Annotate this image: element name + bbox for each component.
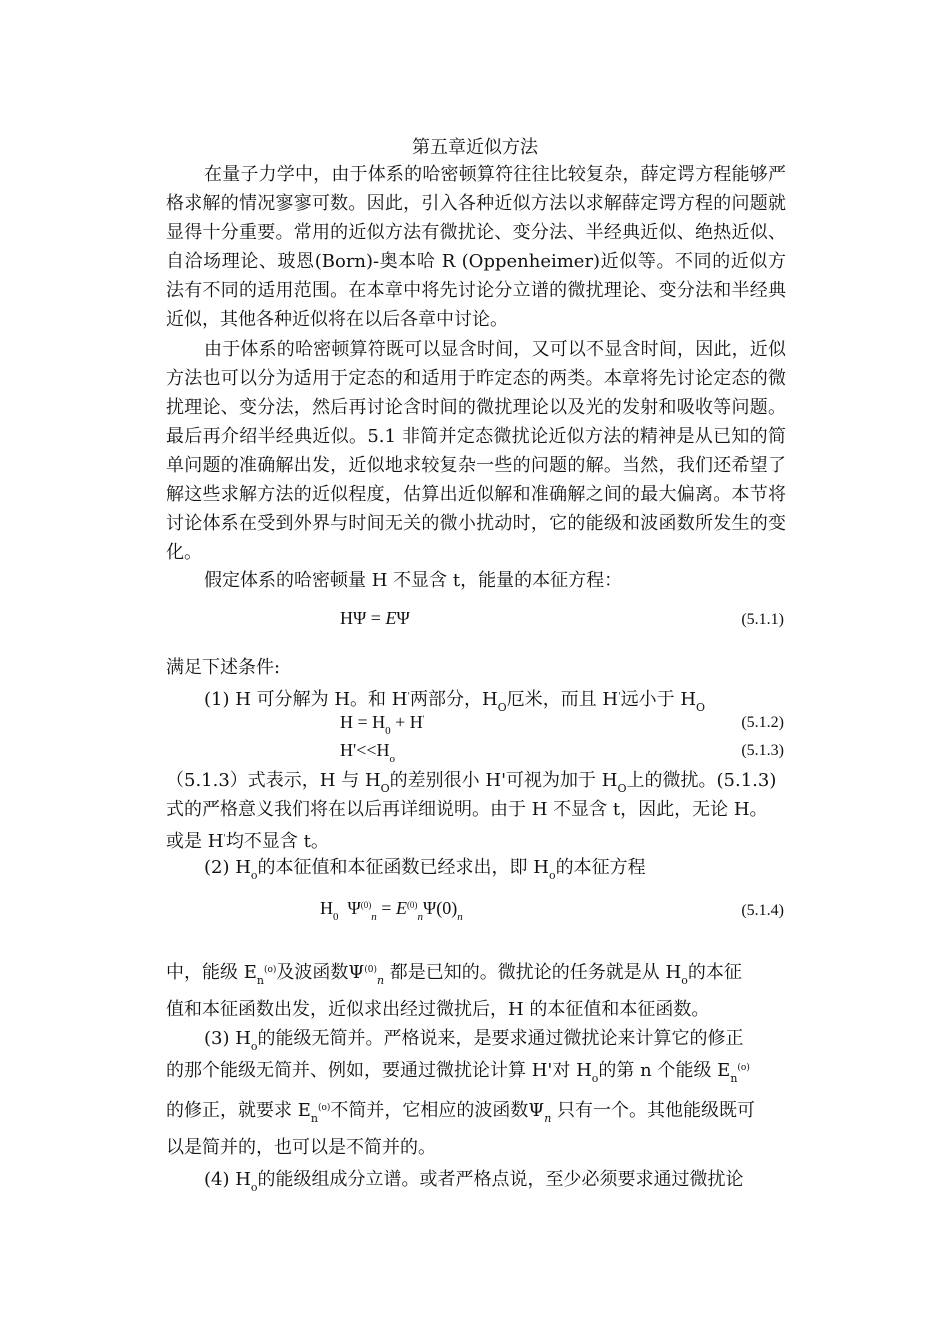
paragraph-known-levels-line2: 值和本征函数出发，近似求出经过微扰后，H 的本征值和本征函数。 xyxy=(166,999,710,1020)
paragraph-known-levels-line1: 中，能级 $E_n^{(o)}$及波函数$\Psi^{(0)}_n$ 都是已知的。微扰论的任务就是从 $H_o$的本征 xyxy=(166,962,742,987)
equation-number-5-1-1: (5.1.1) xyxy=(741,611,784,628)
equation-5-1-3: $H'<<H_o$ xyxy=(340,740,396,765)
equation-5-1-4: $H_0$ $\Psi^{(0)}_n = E^{(0)}_n\Psi(0)_n$ xyxy=(320,898,463,923)
paragraph-overview: 由于体系的哈密顿算符既可以显含时间，又可以不显含时间，因此，近似方法也可以分为适用于定态的和适用于昨定态的两类。本章将先讨论定态的微扰理论、变分法，然后再讨论含时间的微扰理论以及光的发射和吸收等问题。最后再介绍半经典近似。5.1 非简并定态微扰论近似方法的精神是从已知的简单问题的准确解出发，近似地求较复杂一些的问题的解。当然，我们还希望了解这些求解方法的近似程度，估算出近似解和准确解之间的最大偏离。本节将讨论体系在受到外界与时间无关的微小扰动时，它的能级和波函数所发生的变化。 xyxy=(166,339,786,563)
condition-3-line1: (3) $H_o$的能级无简并。严格说来，是要求通过微扰论来计算它的修正 xyxy=(204,1028,744,1053)
paragraph-perturbation-line1: （5.1.3）式表示，H 与 $H_O$的差别很小 H'可视为加于 $H_O$上的微扰。(5.1.3) xyxy=(166,770,777,795)
condition-3-line2: 的那个能级无简并、例如，要通过微扰论计算 H'对 $H_o$的第 n 个能级 $E_n^{(o)}$ xyxy=(166,1060,750,1085)
equation-5-1-2: $H = H_0 + H'$ xyxy=(340,712,425,737)
equation-5-1-1: HΨ = EΨ xyxy=(340,608,410,628)
equation-number-5-1-3: (5.1.3) xyxy=(741,742,784,759)
condition-3-line3: 的修正，就要求 $E_n^{(o)}$不简并，它相应的波函数$\Psi_n$ 只有一个。其他能级既可 xyxy=(166,1100,756,1125)
conditions-intro: 满足下述条件: xyxy=(166,657,281,678)
paragraph-perturbation-line3: 或是 H'均不显含 t。 xyxy=(166,831,329,852)
condition-3-line4: 以是简并的，也可以是不简并的。 xyxy=(166,1137,436,1158)
paragraph-perturbation-line2: 式的严格意义我们将在以后再详细说明。由于 H 不显含 t，因此，无论 H。 xyxy=(166,799,768,820)
condition-4: (4) $H_o$的能级组成分立谱。或者严格点说，至少必须要求通过微扰论 xyxy=(204,1169,744,1194)
condition-1: (1) H 可分解为 H。和 H'两部分，$H_O$厄米，而且 H'远小于 $H_O$ xyxy=(204,689,706,714)
paragraph-intro: 在量子力学中，由于体系的哈密顿算符往往比较复杂，薛定谔方程能够严格求解的情况寥寥可数。因此，引入各种近似方法以求解薛定谔方程的问题就显得十分重要。常用的近似方法有微扰论、变分法、半经典近似、绝热近似、自洽场理论、玻恩(Born)-奥本哈 R (Oppenheimer)近似等。不同的近似方法有不同的适用范围。在本章中将先讨论分立谱的微扰理论、变分法和半经典近似，其他各种近似将在以后各章中讨论。 xyxy=(166,164,786,330)
chapter-title: 第五章近似方法 xyxy=(412,137,538,158)
equation-number-5-1-4: (5.1.4) xyxy=(741,902,784,919)
equation-number-5-1-2: (5.1.2) xyxy=(741,714,784,731)
condition-2: (2) $H_o$的本征值和本征函数已经求出，即 $H_o$的本征方程 xyxy=(204,857,646,882)
paragraph-hamiltonian: 假定体系的哈密顿量 H 不显含 t，能量的本征方程： xyxy=(204,570,623,591)
